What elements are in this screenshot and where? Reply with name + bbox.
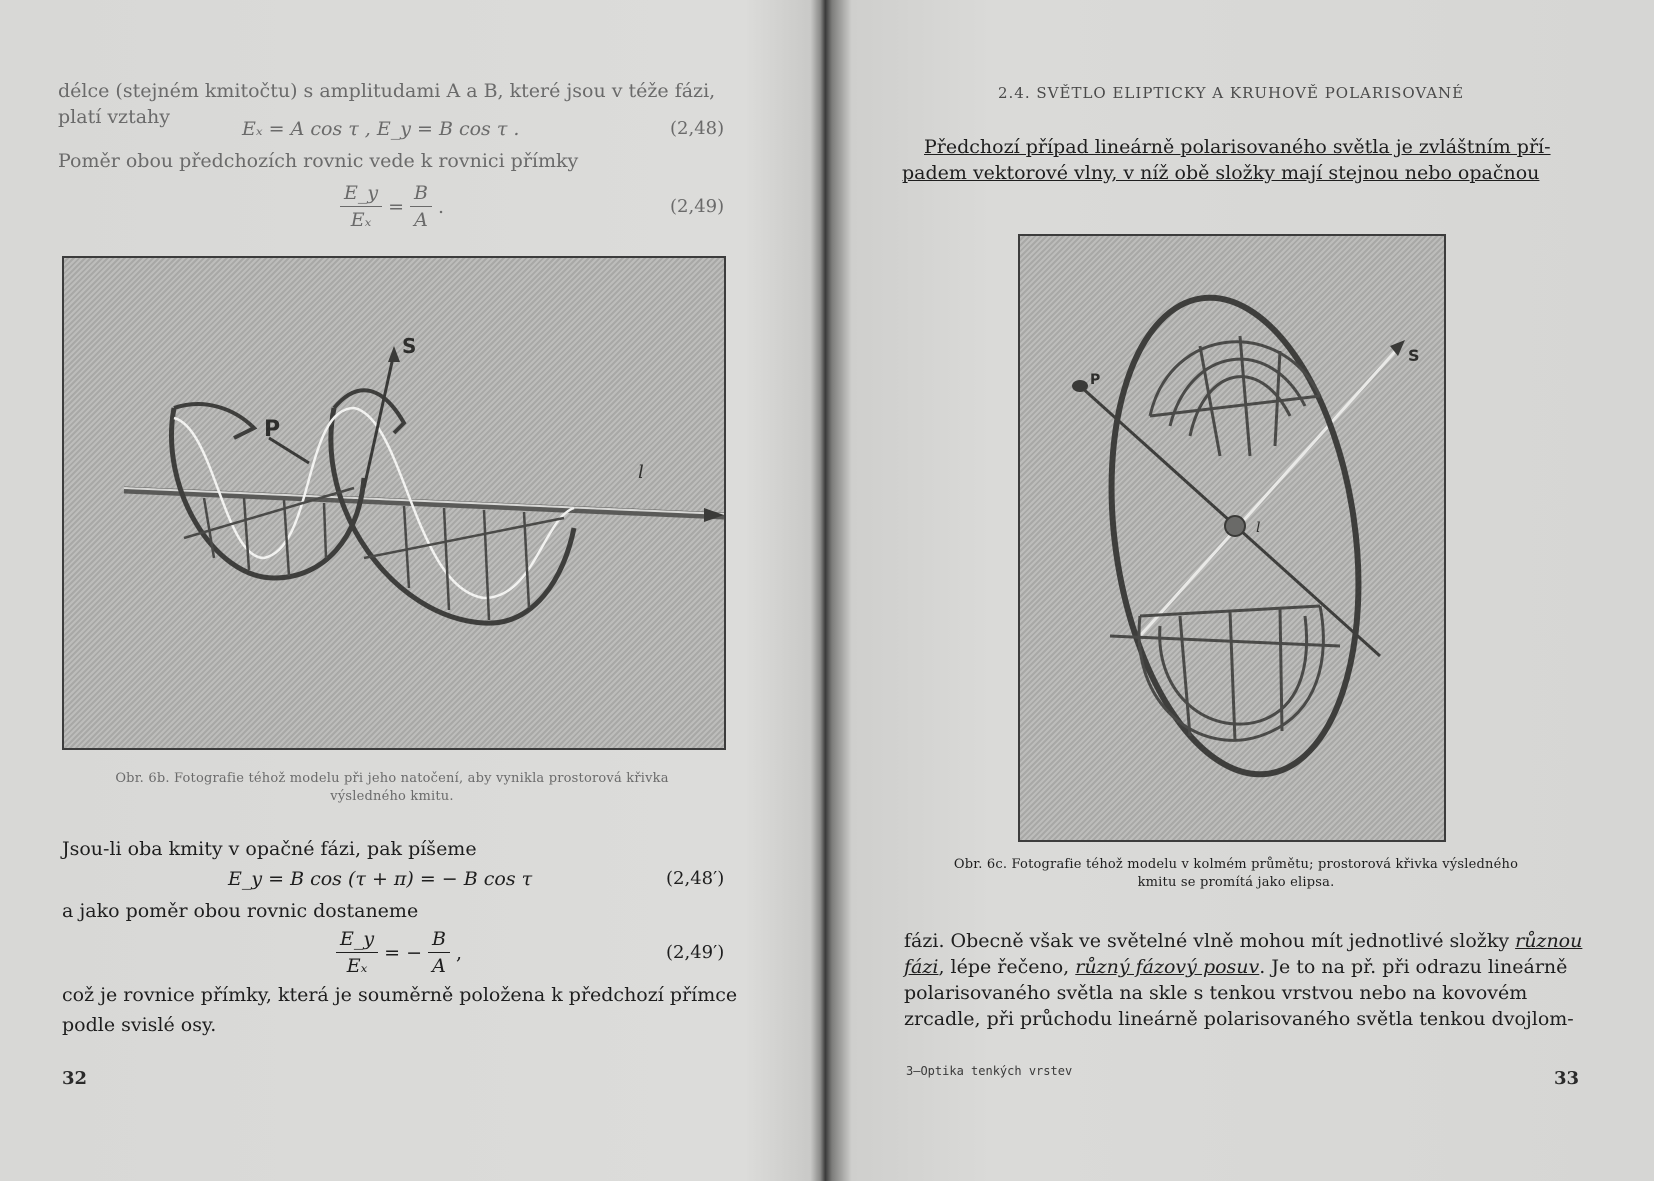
label-s: S <box>402 334 417 358</box>
text-line-2: platí vztahy <box>58 106 170 128</box>
helix-model-illustration <box>64 258 724 748</box>
equation-number-2-49-prime: (2,49′) <box>666 942 725 963</box>
text-line-3: Poměr obou předchozích rovnic vede k rovnici přímky <box>58 150 579 172</box>
text-line-r3: fázi. Obecně však ve světelné vlně mohou mít jednotlivé složky různou <box>904 930 1583 952</box>
wave-loop-left-upper <box>174 404 254 438</box>
running-header: 2.4. SVĚTLO ELIPTICKY A KRUHOVĚ POLARISOVANÉ <box>998 84 1465 102</box>
s-vector <box>364 353 394 488</box>
helix-projection-illustration <box>1020 236 1444 840</box>
label-l: l <box>638 462 644 483</box>
equation-number-2-48: (2,48) <box>670 118 725 139</box>
text-line-1: délce (stejném kmitočtu) s amplitudami A a B, které jsou v téže fázi, <box>58 80 716 102</box>
label-p: P <box>264 417 281 442</box>
axis-arrowhead <box>704 508 724 522</box>
lower-cage <box>1110 606 1340 741</box>
text-line-7: podle svislé osy. <box>62 1014 217 1036</box>
wave-loop-right-upper <box>334 390 404 433</box>
text-line-5: a jako poměr obou rovnic dostaneme <box>62 900 419 922</box>
label-p: P <box>1090 372 1101 388</box>
figure-6c-photo <box>1018 234 1446 842</box>
text-line-r1: Předchozí případ lineárně polarisovaného světla je zvláštním pří- <box>924 136 1551 158</box>
left-page <box>0 0 790 1181</box>
equation-2-48-prime: E_y = B cos (τ + π) = − B cos τ <box>228 868 533 890</box>
equation-number-2-49: (2,49) <box>670 196 725 217</box>
page-number-right: 33 <box>1554 1068 1580 1089</box>
equation-2-49: $\frac{E\_y}{\text{Eₓ}}$ = $\frac{B}{A}$ . <box>340 182 444 231</box>
axis-rod-highlight <box>124 488 724 514</box>
footer-signature: 3—Optika tenkých vrstev <box>906 1064 1073 1078</box>
text-line-r6: zrcadle, při průchodu lineárně polarisovaného světla tenkou dvojlom- <box>904 1008 1574 1030</box>
text-line-4: Jsou-li oba kmity v opačné fázi, pak píšeme <box>62 838 477 860</box>
text-line-r2: padem vektorové vlny, v níž obě složky mají stejnou nebo opačnou <box>902 162 1540 184</box>
label-l: l <box>1256 520 1261 536</box>
figure-6b-photo <box>62 256 726 750</box>
wave-loop-right-lower <box>331 408 574 623</box>
p-tip <box>1072 380 1088 392</box>
text-line-6: což je rovnice přímky, která je souměrně položena k předchozí přímce <box>62 984 738 1006</box>
text-line-r5: polarisovaného světla na skle s tenkou vrstvou nebo na kovovém <box>904 982 1528 1004</box>
text-line-r4: fázi, lépe řečeno, různý fázový posuv. Je to na př. při odrazu lineárně <box>904 956 1568 978</box>
s-arrowhead <box>388 346 400 362</box>
equation-2-48: Eₓ = A cos τ , E_y = B cos τ . <box>242 118 520 140</box>
equation-number-2-48-prime: (2,48′) <box>666 868 725 889</box>
figure-6b-caption: Obr. 6b. Fotografie téhož modelu při jeho natočení, aby vynikla prostorová křivka výsledného kmitu. <box>115 771 669 804</box>
figure-6c-caption: Obr. 6c. Fotografie téhož modelu v kolmém průmětu; prostorová křivka výsledného kmitu se promítá jako elipsa. <box>953 857 1519 890</box>
axis-rod <box>124 490 724 516</box>
equation-2-49-prime: $\frac{E\_y}{\text{Eₓ}}$ = − $\frac{B}{A}$ , <box>336 928 462 977</box>
label-s: S <box>1408 346 1420 365</box>
center-hub <box>1225 516 1245 536</box>
page-number-left: 32 <box>62 1068 88 1089</box>
right-page <box>820 0 1654 1181</box>
